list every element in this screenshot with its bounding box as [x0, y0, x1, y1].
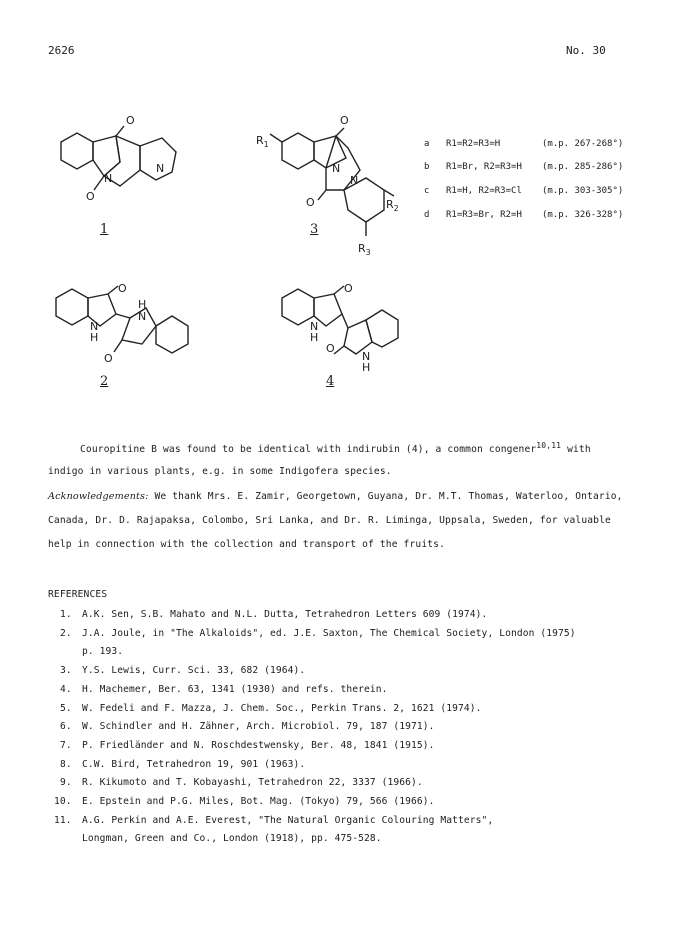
- reference-number: 2.: [60, 628, 72, 639]
- compound-key: b: [424, 162, 430, 172]
- svg-text:N: N: [156, 162, 165, 175]
- svg-text:O: O: [306, 196, 315, 209]
- svg-text:O: O: [326, 342, 335, 355]
- svg-text:N: N: [362, 350, 371, 363]
- svg-text:H: H: [138, 298, 147, 311]
- reference-number: 8.: [60, 759, 72, 770]
- compound-melting-point: (m.p. 326-328°): [542, 210, 624, 220]
- chemical-structures: [0, 0, 680, 400]
- structure-1-drawing: [61, 126, 176, 190]
- svg-text:N: N: [138, 310, 147, 323]
- compound-substituents: R1=Br, R2=R3=H: [446, 162, 522, 172]
- reference-text: W. Schindler and H. Zähner, Arch. Microbiol. 79, 187 (1971).: [82, 721, 435, 732]
- structure-4-drawing: [282, 286, 398, 354]
- reference-item: [60, 684, 388, 695]
- compound-row-b: [424, 162, 623, 172]
- compound-melting-point: (m.p. 285-286°): [542, 162, 624, 172]
- compound-label-4: 4: [326, 374, 335, 389]
- reference-item: [60, 740, 435, 751]
- reference-number: 11.: [54, 815, 72, 826]
- svg-text:H: H: [362, 361, 371, 374]
- svg-text:O: O: [340, 114, 349, 127]
- svg-text:N: N: [310, 320, 319, 333]
- reference-text: A.G. Perkin and A.E. Everest, "The Natural Organic Colouring Matters",: [82, 815, 494, 826]
- reference-number: 1.: [60, 609, 72, 620]
- reference-text: C.W. Bird, Tetrahedron 19, 901 (1963).: [82, 759, 306, 770]
- reference-text: H. Machemer, Ber. 63, 1341 (1930) and refs. therein.: [82, 684, 388, 695]
- reference-text: E. Epstein and P.G. Miles, Bot. Mag. (Tokyo) 79, 566 (1966).: [82, 796, 435, 807]
- structure-2-drawing: [56, 286, 188, 353]
- substituent-labels: [256, 134, 399, 257]
- svg-text:R1: $R_1$: [256, 134, 269, 149]
- reference-item: [60, 777, 423, 788]
- reference-item: [60, 759, 305, 770]
- compound-row-c: [424, 186, 623, 196]
- svg-text:N: N: [104, 172, 113, 185]
- svg-text:O: O: [118, 282, 127, 295]
- compound-substituents: R1=R2=R3=H: [446, 139, 501, 149]
- compound-melting-point: (m.p. 267-268°): [542, 139, 624, 149]
- svg-text:H: H: [310, 331, 319, 344]
- reference-number: 3.: [60, 665, 72, 676]
- citation-superscript: 10,11: [536, 441, 562, 450]
- acknowledgements-label: Acknowledgements:: [48, 491, 149, 502]
- compound-substituents: R1=R3=Br, R2=H: [446, 210, 522, 220]
- reference-item: [60, 703, 482, 714]
- journal-issue: No. 30: [566, 44, 606, 57]
- structure-3-drawing: [270, 128, 394, 236]
- text-segment: with: [567, 444, 591, 456]
- reference-number: 4.: [60, 684, 72, 695]
- compound-key: c: [424, 186, 430, 196]
- reference-item: [60, 628, 576, 639]
- reference-item: [60, 609, 487, 620]
- compound-label-2: 2: [100, 374, 109, 389]
- acknowledgements-line3: help in connection with the collection and transport of the fruits.: [48, 539, 446, 550]
- svg-text:O: O: [344, 282, 353, 295]
- text-segment: Couropitine B was found to be identical with indirubin (4), a common congener: [80, 444, 537, 456]
- svg-text:H: H: [90, 331, 99, 344]
- reference-text: A.K. Sen, S.B. Mahato and N.L. Dutta, Tetrahedron Letters 609 (1974).: [82, 609, 488, 620]
- reference-text-continuation: Longman, Green and Co., London (1918), pp. 475-528.: [82, 833, 382, 844]
- reference-text: W. Fedeli and F. Mazza, J. Chem. Soc., Perkin Trans. 2, 1621 (1974).: [82, 703, 482, 714]
- compound-label-3: 3: [310, 222, 319, 237]
- compound-key: d: [424, 210, 430, 220]
- compound-melting-point: (m.p. 303-305°): [542, 186, 624, 196]
- page-number: 2626: [48, 44, 75, 57]
- reference-number: 10.: [54, 796, 72, 807]
- reference-text: J.A. Joule, in "The Alkaloids", ed. J.E. Saxton, The Chemical Society, London (1975): [82, 628, 576, 639]
- reference-text: Y.S. Lewis, Curr. Sci. 33, 682 (1964).: [82, 665, 306, 676]
- compound-substituents: R1=H, R2=R3=Cl: [446, 186, 522, 196]
- reference-text-continuation: p. 193.: [82, 646, 124, 657]
- paragraph-indirubin-line2: indigo in various plants, e.g. in some Indigofera species.: [48, 466, 392, 477]
- reference-number: 7.: [60, 740, 72, 751]
- compound-row-a: [424, 139, 623, 149]
- reference-item: [60, 665, 305, 676]
- reference-number: 5.: [60, 703, 72, 714]
- svg-text:R2: $R_2$: [386, 198, 399, 213]
- svg-text:N: N: [350, 174, 359, 187]
- svg-text:N: N: [90, 320, 99, 333]
- acknowledgements-line1: [48, 491, 623, 502]
- references-heading: REFERENCES: [48, 589, 108, 600]
- compound-label-1: 1: [100, 222, 109, 237]
- svg-text:O: O: [104, 352, 113, 365]
- reference-text: P. Friedländer and N. Roschdestwensky, Ber. 48, 1841 (1915).: [82, 740, 435, 751]
- reference-item: [54, 815, 493, 826]
- acknowledgements-line2: Canada, Dr. D. Rajapaksa, Colombo, Sri Lanka, and Dr. R. Liminga, Uppsala, Sweden, for valuable: [48, 515, 611, 526]
- svg-text:O: O: [86, 190, 95, 203]
- svg-text:O: O: [126, 114, 135, 127]
- reference-number: 6.: [60, 721, 72, 732]
- reference-text: R. Kikumoto and T. Kobayashi, Tetrahedron 22, 3337 (1966).: [82, 777, 423, 788]
- compound-row-d: [424, 210, 623, 220]
- reference-item: [54, 796, 435, 807]
- reference-item: [60, 721, 435, 732]
- reference-number: 9.: [60, 777, 72, 788]
- paragraph-indirubin-line1: [80, 441, 591, 455]
- compound-key: a: [424, 139, 430, 149]
- svg-text:N: N: [332, 162, 341, 175]
- text-segment: We thank Mrs. E. Zamir, Georgetown, Guyana, Dr. M.T. Thomas, Waterloo, Ontario,: [154, 491, 623, 502]
- svg-text:R3: $R_3$: [358, 242, 371, 257]
